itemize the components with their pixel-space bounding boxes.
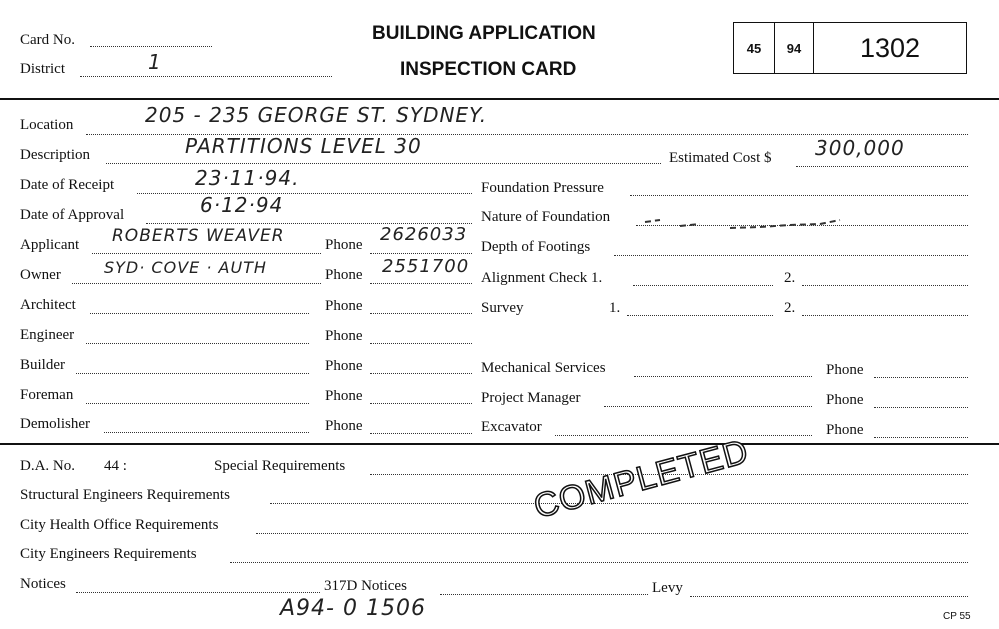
handwritten-reference: A94- 0 1506 xyxy=(280,596,426,621)
foreman-phone-label: Phone xyxy=(325,388,363,404)
box-number: 1302 xyxy=(859,32,921,63)
engineer-phone-field[interactable] xyxy=(370,343,472,344)
owner-phone-field[interactable] xyxy=(370,283,472,284)
project-manager-phone-label: Phone xyxy=(826,392,864,408)
date-receipt-field[interactable] xyxy=(137,193,472,194)
mechanical-phone-label: Phone xyxy=(826,362,864,378)
box-a: 45 xyxy=(734,23,775,73)
depth-footings-label: Depth of Footings xyxy=(481,239,591,255)
health-req-label: City Health Office Requirements xyxy=(20,517,219,533)
description-label: Description xyxy=(20,147,90,163)
date-receipt-value: 23·11·94. xyxy=(195,166,300,190)
district-label: District xyxy=(20,61,65,77)
demolisher-phone-field[interactable] xyxy=(370,433,472,434)
file-number-box xyxy=(733,22,967,74)
completed-stamp: COMPLETED xyxy=(529,432,753,527)
applicant-value: ROBERTS WEAVER xyxy=(112,226,285,246)
alignment-check-2-label: 2. xyxy=(784,270,796,286)
owner-phone-label: Phone xyxy=(325,267,363,283)
foreman-phone-field[interactable] xyxy=(370,403,472,404)
district-field[interactable] xyxy=(80,76,332,77)
builder-phone-label: Phone xyxy=(325,358,363,374)
applicant-phone-label: Phone xyxy=(325,237,363,253)
owner-phone-value: 2551700 xyxy=(382,256,470,277)
header-divider xyxy=(0,98,999,100)
form-title-line1: BUILDING APPLICATION xyxy=(372,23,596,44)
mechanical-field[interactable] xyxy=(634,376,812,377)
estimated-cost-value: 300,000 xyxy=(815,136,905,160)
da-no-value: 44 : xyxy=(104,458,127,474)
special-req-label: Special Requirements xyxy=(214,458,346,474)
builder-field[interactable] xyxy=(76,373,309,374)
engineers-req-field[interactable] xyxy=(230,562,968,563)
alignment-check-2-field[interactable] xyxy=(802,285,968,286)
estimated-cost-label: Estimated Cost $ xyxy=(669,150,772,166)
owner-field[interactable] xyxy=(72,283,321,284)
demolisher-label: Demolisher xyxy=(20,416,90,432)
engineers-req-label: City Engineers Requirements xyxy=(20,546,197,562)
scan-smudge xyxy=(640,200,850,240)
da-no-label: D.A. No. xyxy=(20,458,75,474)
district-value: 1 xyxy=(148,50,162,74)
engineer-phone-label: Phone xyxy=(325,328,363,344)
nature-foundation-label: Nature of Foundation xyxy=(481,209,611,225)
excavator-label: Excavator xyxy=(481,419,542,435)
location-label: Location xyxy=(20,117,74,133)
date-receipt-label: Date of Receipt xyxy=(20,177,115,193)
levy-field[interactable] xyxy=(690,596,968,597)
foundation-pressure-field[interactable] xyxy=(630,195,968,196)
alignment-check-1-field[interactable] xyxy=(633,285,773,286)
depth-footings-field[interactable] xyxy=(614,255,968,256)
form-code: CP 55 xyxy=(943,611,971,622)
architect-field[interactable] xyxy=(90,313,309,314)
survey-1-field[interactable] xyxy=(627,315,773,316)
health-req-field[interactable] xyxy=(256,533,968,534)
survey-2-field[interactable] xyxy=(802,315,968,316)
owner-label: Owner xyxy=(20,267,61,283)
date-approval-value: 6·12·94 xyxy=(200,193,284,217)
architect-phone-field[interactable] xyxy=(370,313,472,314)
architect-label: Architect xyxy=(20,297,76,313)
excavator-phone-field[interactable] xyxy=(874,437,968,438)
excavator-field[interactable] xyxy=(555,435,812,436)
notices-label: Notices xyxy=(20,576,66,592)
builder-label: Builder xyxy=(20,357,65,373)
engineer-field[interactable] xyxy=(86,343,309,344)
survey-1-label: 1. xyxy=(609,300,621,316)
survey-label: Survey xyxy=(481,300,524,316)
architect-phone-label: Phone xyxy=(325,298,363,314)
estimated-cost-field[interactable] xyxy=(796,166,968,167)
notices-field[interactable] xyxy=(76,592,320,593)
builder-phone-field[interactable] xyxy=(370,373,472,374)
structural-req-label: Structural Engineers Requirements xyxy=(20,487,230,503)
excavator-phone-label: Phone xyxy=(826,422,864,438)
description-field[interactable] xyxy=(106,163,661,164)
section-divider xyxy=(0,443,999,445)
applicant-label: Applicant xyxy=(20,237,80,253)
form-title-line2: INSPECTION CARD xyxy=(400,59,577,80)
notices-317d-field[interactable] xyxy=(440,594,648,595)
engineer-label: Engineer xyxy=(20,327,75,343)
applicant-phone-value: 2626033 xyxy=(380,224,468,245)
foreman-label: Foreman xyxy=(20,387,74,403)
mechanical-phone-field[interactable] xyxy=(874,377,968,378)
survey-2-label: 2. xyxy=(784,300,796,316)
mechanical-label: Mechanical Services xyxy=(481,360,606,376)
foundation-pressure-label: Foundation Pressure xyxy=(481,180,604,196)
box-b: 94 xyxy=(775,23,814,73)
demolisher-phone-label: Phone xyxy=(325,418,363,434)
foreman-field[interactable] xyxy=(86,403,309,404)
levy-label: Levy xyxy=(652,580,683,596)
demolisher-field[interactable] xyxy=(104,432,309,433)
alignment-check-label: Alignment Check 1. xyxy=(481,270,603,286)
owner-value: SYD· COVE · AUTH xyxy=(104,258,267,277)
applicant-field[interactable] xyxy=(92,253,321,254)
card-no-label: Card No. xyxy=(20,32,75,48)
description-value: PARTITIONS LEVEL 30 xyxy=(185,134,422,158)
project-manager-field[interactable] xyxy=(604,406,812,407)
card-no-field[interactable] xyxy=(90,46,212,47)
applicant-phone-field[interactable] xyxy=(370,253,472,254)
date-approval-label: Date of Approval xyxy=(20,207,125,223)
location-value: 205 - 235 GEORGE ST. SYDNEY. xyxy=(145,103,488,127)
notices-317d-label: 317D Notices xyxy=(324,578,407,594)
project-manager-label: Project Manager xyxy=(481,390,581,406)
project-manager-phone-field[interactable] xyxy=(874,407,968,408)
